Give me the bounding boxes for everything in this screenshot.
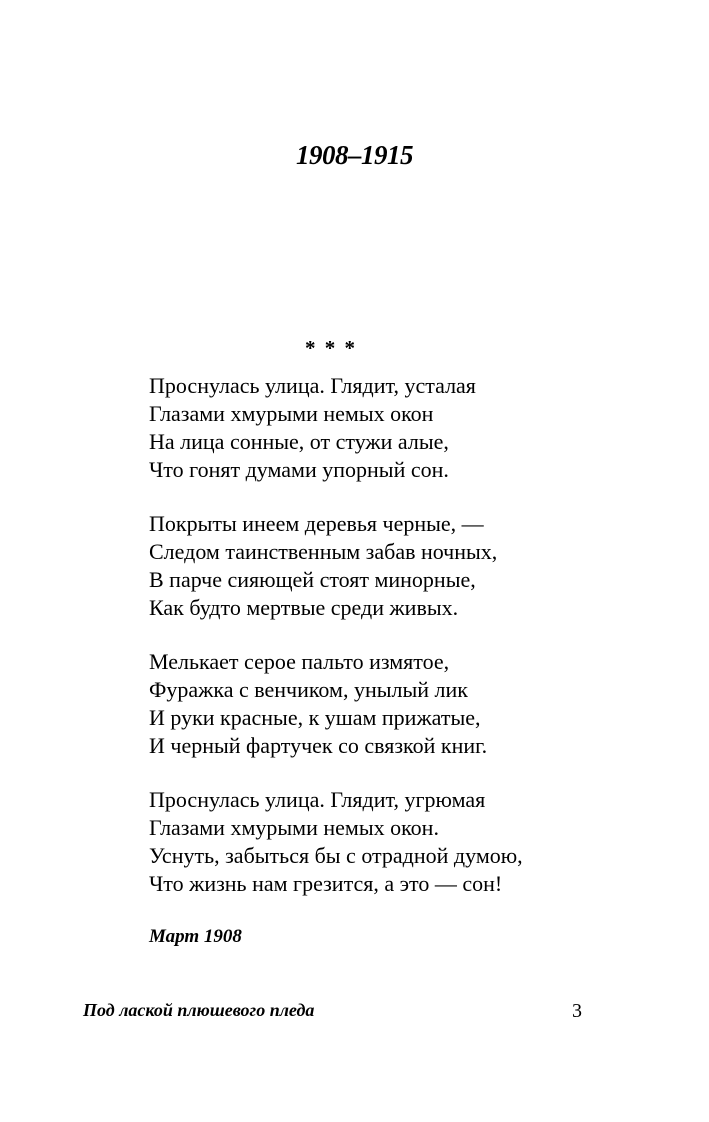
- poem-date: Март 1908: [149, 926, 242, 947]
- stanza-3: [149, 648, 629, 760]
- section-title: 1908–1915: [296, 140, 413, 170]
- poem-line: Следом таинственным забав ночных,: [149, 539, 498, 564]
- poem-line: И руки красные, к ушам прижатые,: [149, 705, 481, 730]
- poem-line: Что жизнь нам грезится, а это — сон!: [149, 871, 503, 896]
- stanza-2: [149, 510, 629, 622]
- stanza-1: [149, 372, 629, 484]
- poem-line: Фуражка с венчиком, унылый лик: [149, 677, 468, 702]
- stanza-4: [149, 786, 629, 898]
- poem-line: На лица сонные, от стужи алые,: [149, 429, 449, 454]
- poem-line: И черный фартучек со связкой книг.: [149, 733, 488, 758]
- poem-line: Что гонят думами упорный сон.: [149, 457, 449, 482]
- poem-line: Покрыты инеем деревья черные, —: [149, 511, 484, 536]
- poem-line: Проснулась улица. Глядит, угрюмая: [149, 787, 486, 812]
- poem-line: Проснулась улица. Глядит, усталая: [149, 373, 476, 398]
- poem-line: Как будто мертвые среди живых.: [149, 595, 459, 620]
- running-footer-title: Под лаской плюшевого пледа: [83, 1000, 315, 1020]
- poem-line: Глазами хмурыми немых окон: [149, 401, 434, 426]
- poem-line: В парче сияющей стоят минорные,: [149, 567, 476, 592]
- poem-line: Уснуть, забыться бы с отрадной думою,: [149, 843, 523, 868]
- poem-line: Мелькает серое пальто измятое,: [149, 649, 450, 674]
- poem-line: Глазами хмурыми немых окон.: [149, 815, 439, 840]
- poem-separator: * * *: [305, 336, 355, 360]
- page-number: 3: [572, 1000, 582, 1022]
- poem: [149, 372, 629, 924]
